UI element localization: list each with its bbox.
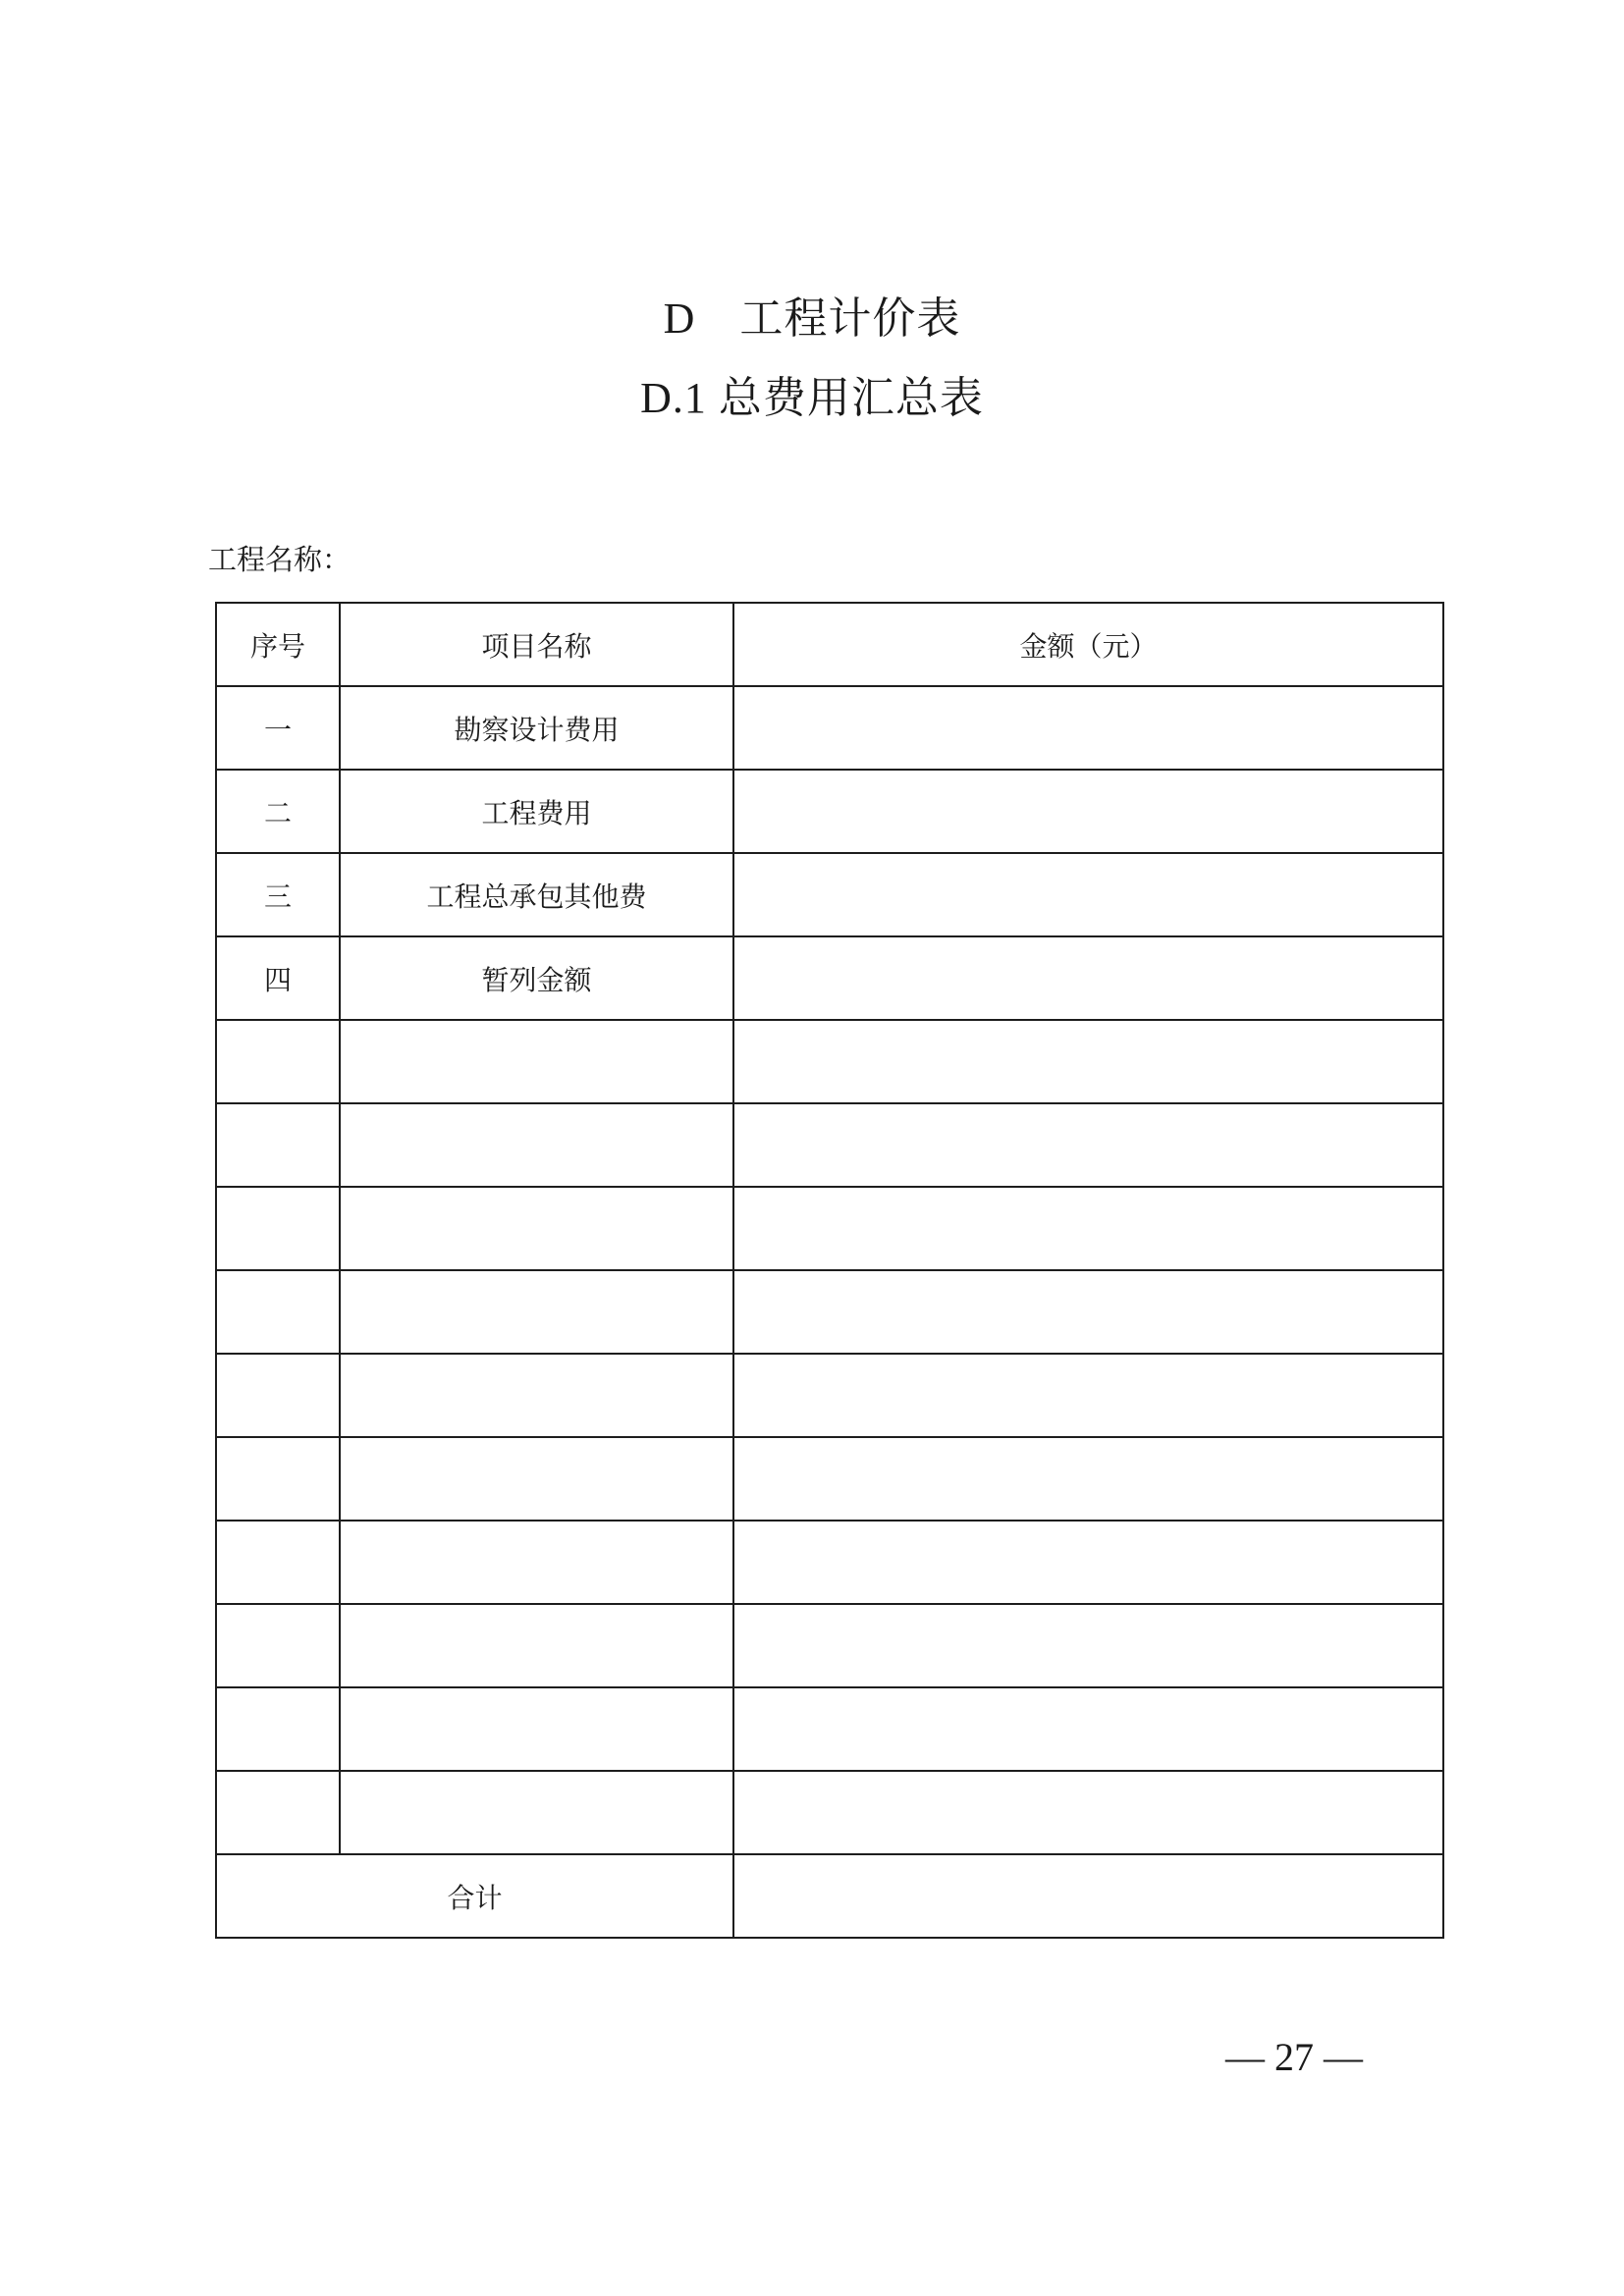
header-item-name: 项目名称 <box>340 603 733 686</box>
item-name-cell <box>340 1521 733 1604</box>
serial-number-cell <box>216 1103 340 1187</box>
serial-number-cell <box>216 1187 340 1270</box>
item-name-cell <box>340 1020 733 1103</box>
table-row <box>216 1687 1443 1771</box>
serial-number-cell <box>216 1771 340 1854</box>
serial-number-cell: 二 <box>216 770 340 853</box>
table-row <box>216 770 1443 853</box>
page-title: D 工程计价表 <box>663 294 961 343</box>
amount-cell <box>733 1354 1443 1437</box>
total-label-cell: 合计 <box>216 1854 733 1938</box>
project-name-label: 工程名称： <box>208 545 352 576</box>
item-name-cell: 暂列金额 <box>340 936 733 1020</box>
amount-cell <box>733 686 1443 770</box>
item-name-cell <box>340 1771 733 1854</box>
serial-number-cell <box>216 1687 340 1771</box>
cost-summary-table <box>215 602 1444 1939</box>
amount-cell <box>733 1771 1443 1854</box>
amount-cell <box>733 1270 1443 1354</box>
table-row <box>216 853 1443 936</box>
amount-cell <box>733 1103 1443 1187</box>
header-amount: 金额（元） <box>733 603 1443 686</box>
total-amount-cell <box>733 1854 1443 1938</box>
serial-number-cell: 一 <box>216 686 340 770</box>
page-number: — 27 — <box>1225 2035 1363 2079</box>
amount-cell <box>733 1187 1443 1270</box>
amount-cell <box>733 853 1443 936</box>
serial-number-cell <box>216 1354 340 1437</box>
item-name-cell <box>340 1270 733 1354</box>
item-name-cell <box>340 1687 733 1771</box>
item-name-cell: 勘察设计费用 <box>340 686 733 770</box>
item-name-cell <box>340 1187 733 1270</box>
table-row <box>216 1103 1443 1187</box>
table-row <box>216 686 1443 770</box>
table-row <box>216 1521 1443 1604</box>
item-name-cell <box>340 1604 733 1687</box>
amount-cell <box>733 1604 1443 1687</box>
serial-number-cell: 三 <box>216 853 340 936</box>
amount-cell <box>733 1020 1443 1103</box>
item-name-cell: 工程费用 <box>340 770 733 853</box>
table-header-row <box>216 603 1443 686</box>
serial-number-cell <box>216 1604 340 1687</box>
serial-number-cell <box>216 1020 340 1103</box>
table-row <box>216 1270 1443 1354</box>
table-row <box>216 936 1443 1020</box>
amount-cell <box>733 1521 1443 1604</box>
amount-cell <box>733 1437 1443 1521</box>
table-row <box>216 1354 1443 1437</box>
page-subtitle: D.1 总费用汇总表 <box>640 374 984 422</box>
table-row <box>216 1020 1443 1103</box>
item-name-cell <box>340 1354 733 1437</box>
header-serial-number: 序号 <box>216 603 340 686</box>
item-name-cell <box>340 1103 733 1187</box>
serial-number-cell <box>216 1521 340 1604</box>
total-row <box>216 1854 1443 1938</box>
serial-number-cell: 四 <box>216 936 340 1020</box>
serial-number-cell <box>216 1270 340 1354</box>
table-row <box>216 1771 1443 1854</box>
amount-cell <box>733 770 1443 853</box>
serial-number-cell <box>216 1437 340 1521</box>
table-body <box>216 686 1443 1854</box>
amount-cell <box>733 936 1443 1020</box>
item-name-cell: 工程总承包其他费 <box>340 853 733 936</box>
table-row <box>216 1604 1443 1687</box>
table-row <box>216 1187 1443 1270</box>
amount-cell <box>733 1687 1443 1771</box>
table-row <box>216 1437 1443 1521</box>
item-name-cell <box>340 1437 733 1521</box>
